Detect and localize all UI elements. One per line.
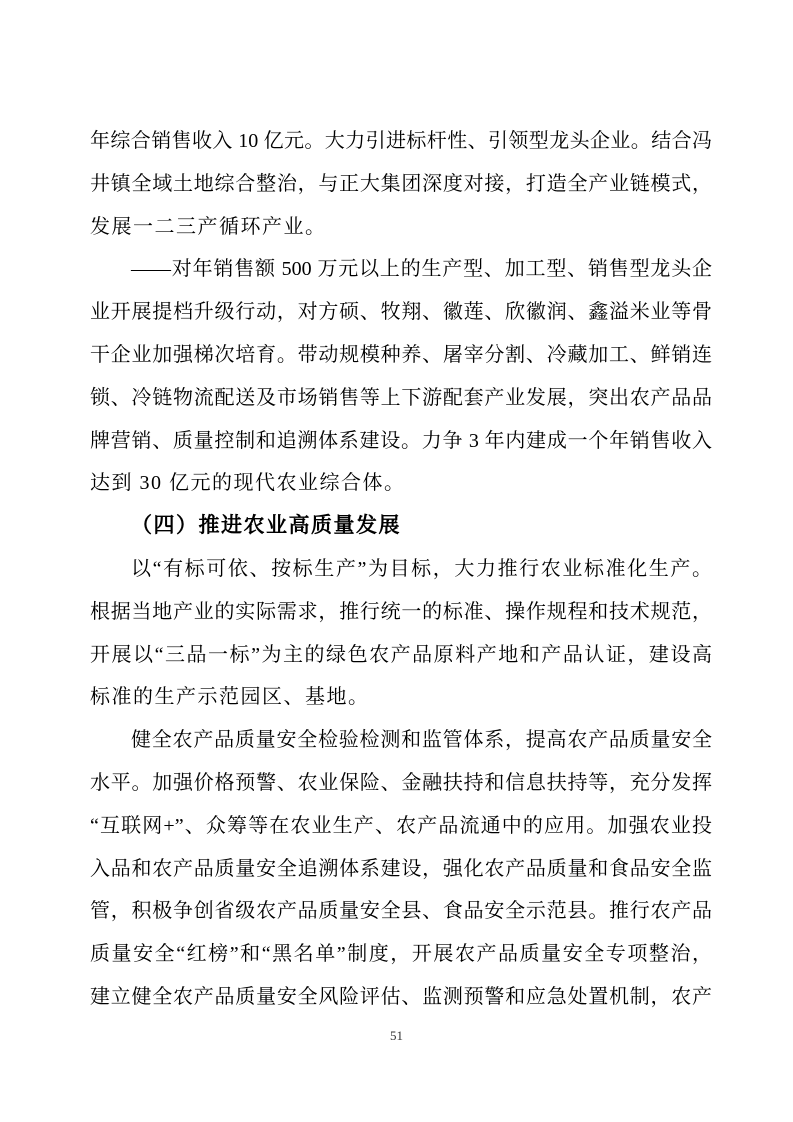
text-line: 标准的生产示范园区、基地。 [90,686,370,709]
text-line: ——对年销售额 500 万元以上的生产型、加工型、销售型龙头企 [131,258,712,281]
text-line: 发展一二三产循环产业。 [90,215,327,238]
text-line: 干企业加强梯次培育。带动规模种养、屠宰分割、冷藏加工、鲜销连 [90,343,712,366]
text-line: 开展以“三品一标”为主的绿色农产品原料产地和产品认证，建设高 [90,643,712,666]
text-line: 入品和农产品质量安全追溯体系建设，强化农产品质量和食品安全监 [90,857,712,880]
text-line: 健全农产品质量安全检验检测和监管体系，提高农产品质量安全 [131,729,712,752]
text-line: 水平。加强价格预警、农业保险、金融扶持和信息扶持等，充分发挥 [90,771,712,794]
text-line: 根据当地产业的实际需求，推行统一的标准、操作规程和技术规范， [90,600,712,623]
text-line: 年综合销售收入 10 亿元。大力引进标杆性、引领型龙头企业。结合冯 [90,130,712,152]
page-number: 51 [390,1028,403,1043]
text-line: 井镇全域土地综合整治，与正大集团深度对接，打造全产业链模式， [90,172,712,195]
text-line: 锁、冷链物流配送及市场销售等上下游配套产业发展，突出农产品品 [90,386,712,409]
text-line: 业开展提档升级行动，对方硕、牧翔、徽莲、欣徽润、鑫溢米业等骨 [90,301,712,324]
text-line: “互联网+”、众筹等在农业生产、农产品流通中的应用。加强农业投 [90,814,712,837]
page-body [90,120,712,1019]
text-line: 质量安全“红榜”和“黑名单”制度，开展农产品质量安全专项整治， [90,943,712,966]
text-line: 建立健全农产品质量安全风险评估、监测预警和应急处置机制，农产 [90,985,712,1008]
text-line: 达到 30 亿元的现代农业综合体。 [90,472,406,495]
section-heading: （四）推进农业高质量发展 [131,514,401,538]
text-line: 牌营销、质量控制和追溯体系建设。力争 3 年内建成一个年销售收入 [90,429,712,452]
text-line: 管，积极争创省级农产品质量安全县、食品安全示范县。推行农产品 [90,900,712,923]
text-line: 以“有标可依、按标生产”为目标，大力推行农业标准化生产。 [131,557,712,580]
